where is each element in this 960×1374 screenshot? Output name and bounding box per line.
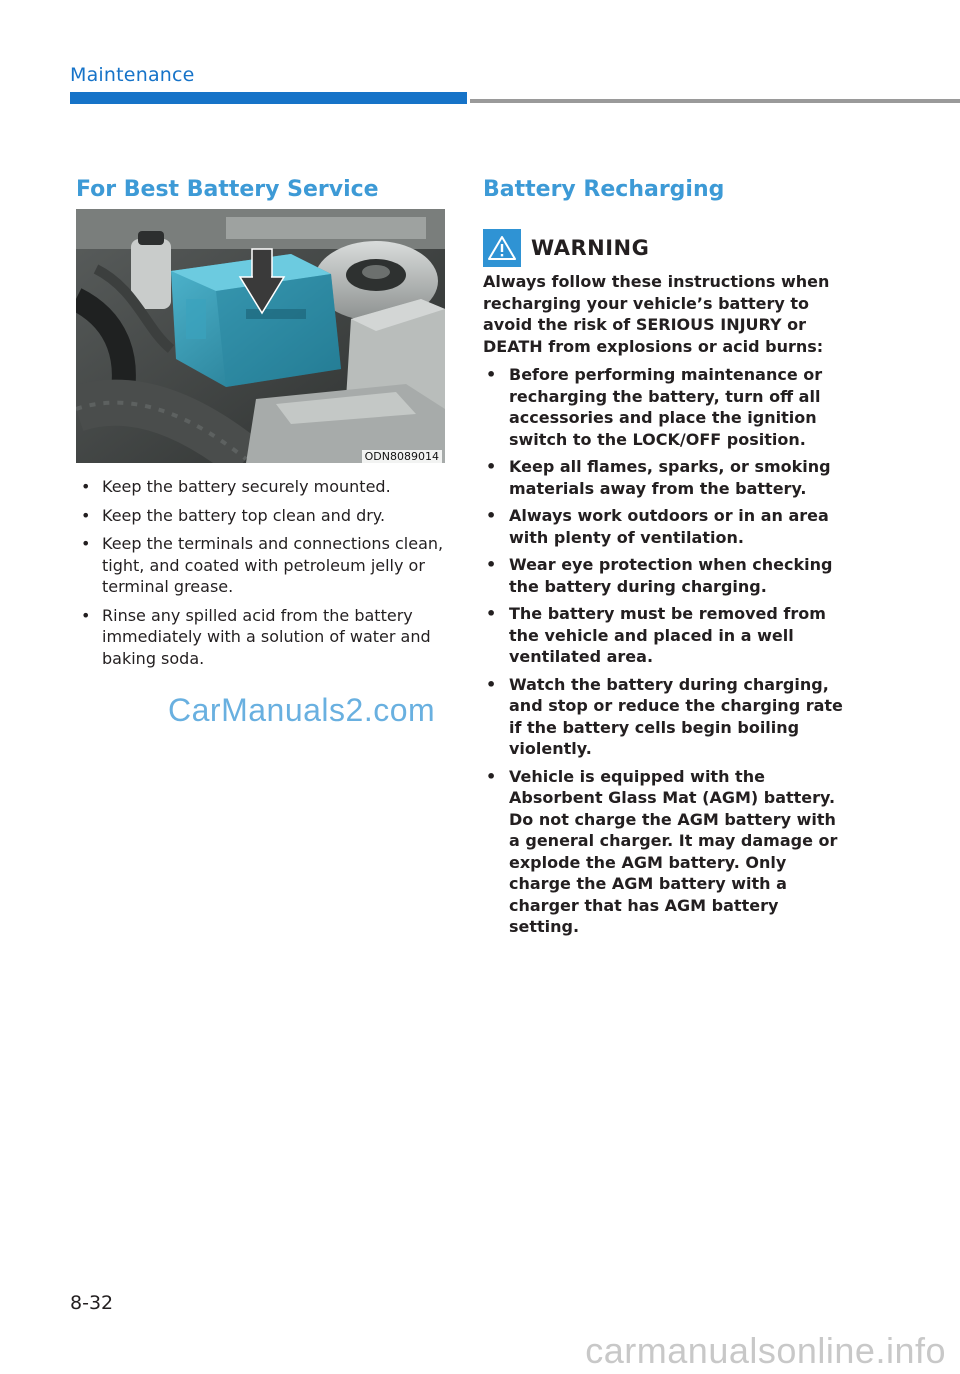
list-item: • Keep the battery top clean and dry. (76, 505, 448, 527)
list-item: • Keep the terminals and connections clean, tight, and coated with petroleum jelly or terminal grease. (76, 533, 448, 598)
warning-header (483, 229, 649, 267)
left-bullet-list (76, 476, 448, 676)
list-item: • Before performing maintenance or recharging the battery, turn off all accessories and place the ignition switch to the LOCK/OFF position. (483, 364, 845, 450)
header-rule-blue (70, 92, 467, 104)
list-item: • Keep all flames, sparks, or smoking materials away from the battery. (483, 456, 845, 499)
list-item: • Vehicle is equipped with the Absorbent Glass Mat (AGM) battery. Do not charge the AGM battery with a general charger. It may damage or explode the AGM battery. Only charge the AGM battery with a charger that has AGM battery setting. (483, 766, 845, 938)
right-bullet-list (483, 364, 845, 944)
watermark-carmanuals: CarManuals2.com (168, 692, 436, 728)
right-heading-wrap (483, 175, 845, 205)
warning-label: WARNING (531, 236, 650, 260)
footer-watermark: carmanualsonline.info (585, 1330, 946, 1371)
battery-photo-illustration (76, 209, 445, 463)
engine-bay-photo (76, 209, 445, 463)
section-title: Maintenance (70, 64, 195, 86)
left-heading: For Best Battery Service (76, 177, 379, 202)
warning-intro: Always follow these instructions when recharging your vehicle’s battery to avoid the risk of SERIOUS INJURY or DEATH from explosions or acid burns: (483, 272, 830, 356)
list-item: • Wear eye protection when checking the battery during charging. (483, 554, 845, 597)
right-heading: Battery Recharging (483, 177, 725, 202)
image-code: ODN8089014 (362, 450, 442, 463)
header-rule-gray (470, 99, 960, 103)
list-item: • Keep the battery securely mounted. (76, 476, 448, 498)
list-item: • The battery must be removed from the vehicle and placed in a well ventilated area. (483, 603, 845, 668)
page-number: 8-32 (70, 1292, 114, 1314)
list-item: • Always work outdoors or in an area with plenty of ventilation. (483, 505, 845, 548)
list-item: • Watch the battery during charging, and stop or reduce the charging rate if the battery cells begin boiling violently. (483, 674, 845, 760)
list-item: • Rinse any spilled acid from the battery immediately with a solution of water and baking soda. (76, 605, 448, 670)
left-heading-wrap (76, 175, 446, 205)
warning-triangle-icon (483, 229, 521, 267)
